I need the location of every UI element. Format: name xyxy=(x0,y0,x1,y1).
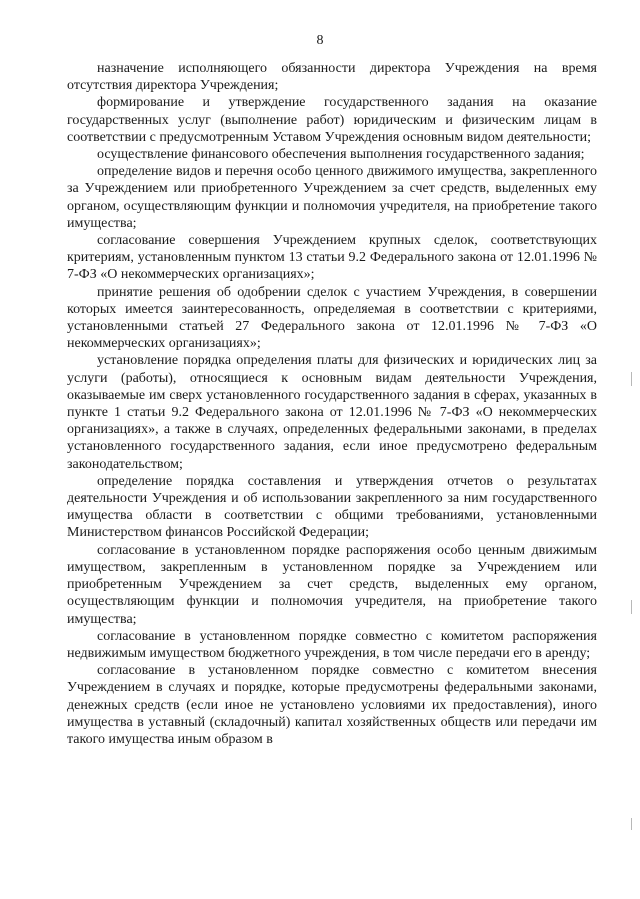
scan-artifact xyxy=(631,372,632,386)
paragraph: согласование в установленном порядке распоряжения особо ценным движимым имуществом, закрепленным в установленном порядке за Учреждением или приобретенным Учреждением за счет средств, выделенных ему органом, осуществляющим функции и полномочия учредителя, на приобретение такого имущества; xyxy=(67,542,597,627)
scan-artifact xyxy=(631,600,632,614)
paragraph: согласование совершения Учреждением крупных сделок, соответствующих критериям, установленным пунктом 13 статьи 9.2 Федерального закона от 12.01.1996 № 7-ФЗ «О некоммерческих организациях»; xyxy=(67,233,597,283)
paragraph: согласование в установленном порядке совместно с комитетом распоряжения недвижимым имуществом бюджетного учреждения, в том числе передачи его в аренду; xyxy=(67,628,597,661)
paragraph: назначение исполняющего обязанности директора Учреждения на время отсутствия директора Учреждения; xyxy=(67,61,597,94)
document-body xyxy=(67,60,597,748)
paragraph: установление порядка определения платы для физических и юридических лиц за услуги (работы), относящиеся к основным видам деятельности Учреждения, оказываемые им сверх установленного государственного задания в сферах, указанных в пункте 1 статьи 9.2 Федерального закона от 12.01.1996 № 7-ФЗ «О некоммерческих организациях», а также в случаях, определенных федеральными законами, в пределах установленного государственного задания, если иное предусмотрено федеральным законодательством; xyxy=(67,353,597,472)
paragraph: согласование в установленном порядке совместно с комитетом внесения Учреждением в случаях и порядке, которые предусмотрены федеральными законами, денежных средств (если иное не установлено условиями их предоставления), иного имущества в уставный (складочный) капитал хозяйственных обществ или передачи им такого имущества иным образом в xyxy=(67,663,597,747)
paragraph: осуществление финансового обеспечения выполнения государственного задания; xyxy=(97,147,585,163)
paragraph: определение порядка составления и утверждения отчетов о результатах деятельности Учреждения и об использовании закрепленного за ним государственного имущества области в соответствии с общими требованиями, установленными Министерством финансов Российской Федерации; xyxy=(67,473,597,541)
paragraph: формирование и утверждение государственного задания на оказание государственных услуг (выполнение работ) юридическим и физическим лицам в соответствии с предусмотренным Уставом Учреждения основным видом деятельности; xyxy=(67,95,597,145)
paragraph: определение видов и перечня особо ценного движимого имущества, закрепленного за Учреждением или приобретенного Учреждением за счет средств, выделенных ему органом, осуществляющим функции и полномочия учредителя, на приобретение такого имущества; xyxy=(67,164,597,231)
page-number: 8 xyxy=(316,33,324,48)
scan-artifact xyxy=(631,818,632,830)
paragraph: принятие решения об одобрении сделок с участием Учреждения, в совершении которых имеется заинтересованность, определяемая в соответствии с критериями, установленными статьей 27 Федерального закона от 12.01.1996 № 7-ФЗ «О некоммерческих организациях»; xyxy=(67,284,597,352)
